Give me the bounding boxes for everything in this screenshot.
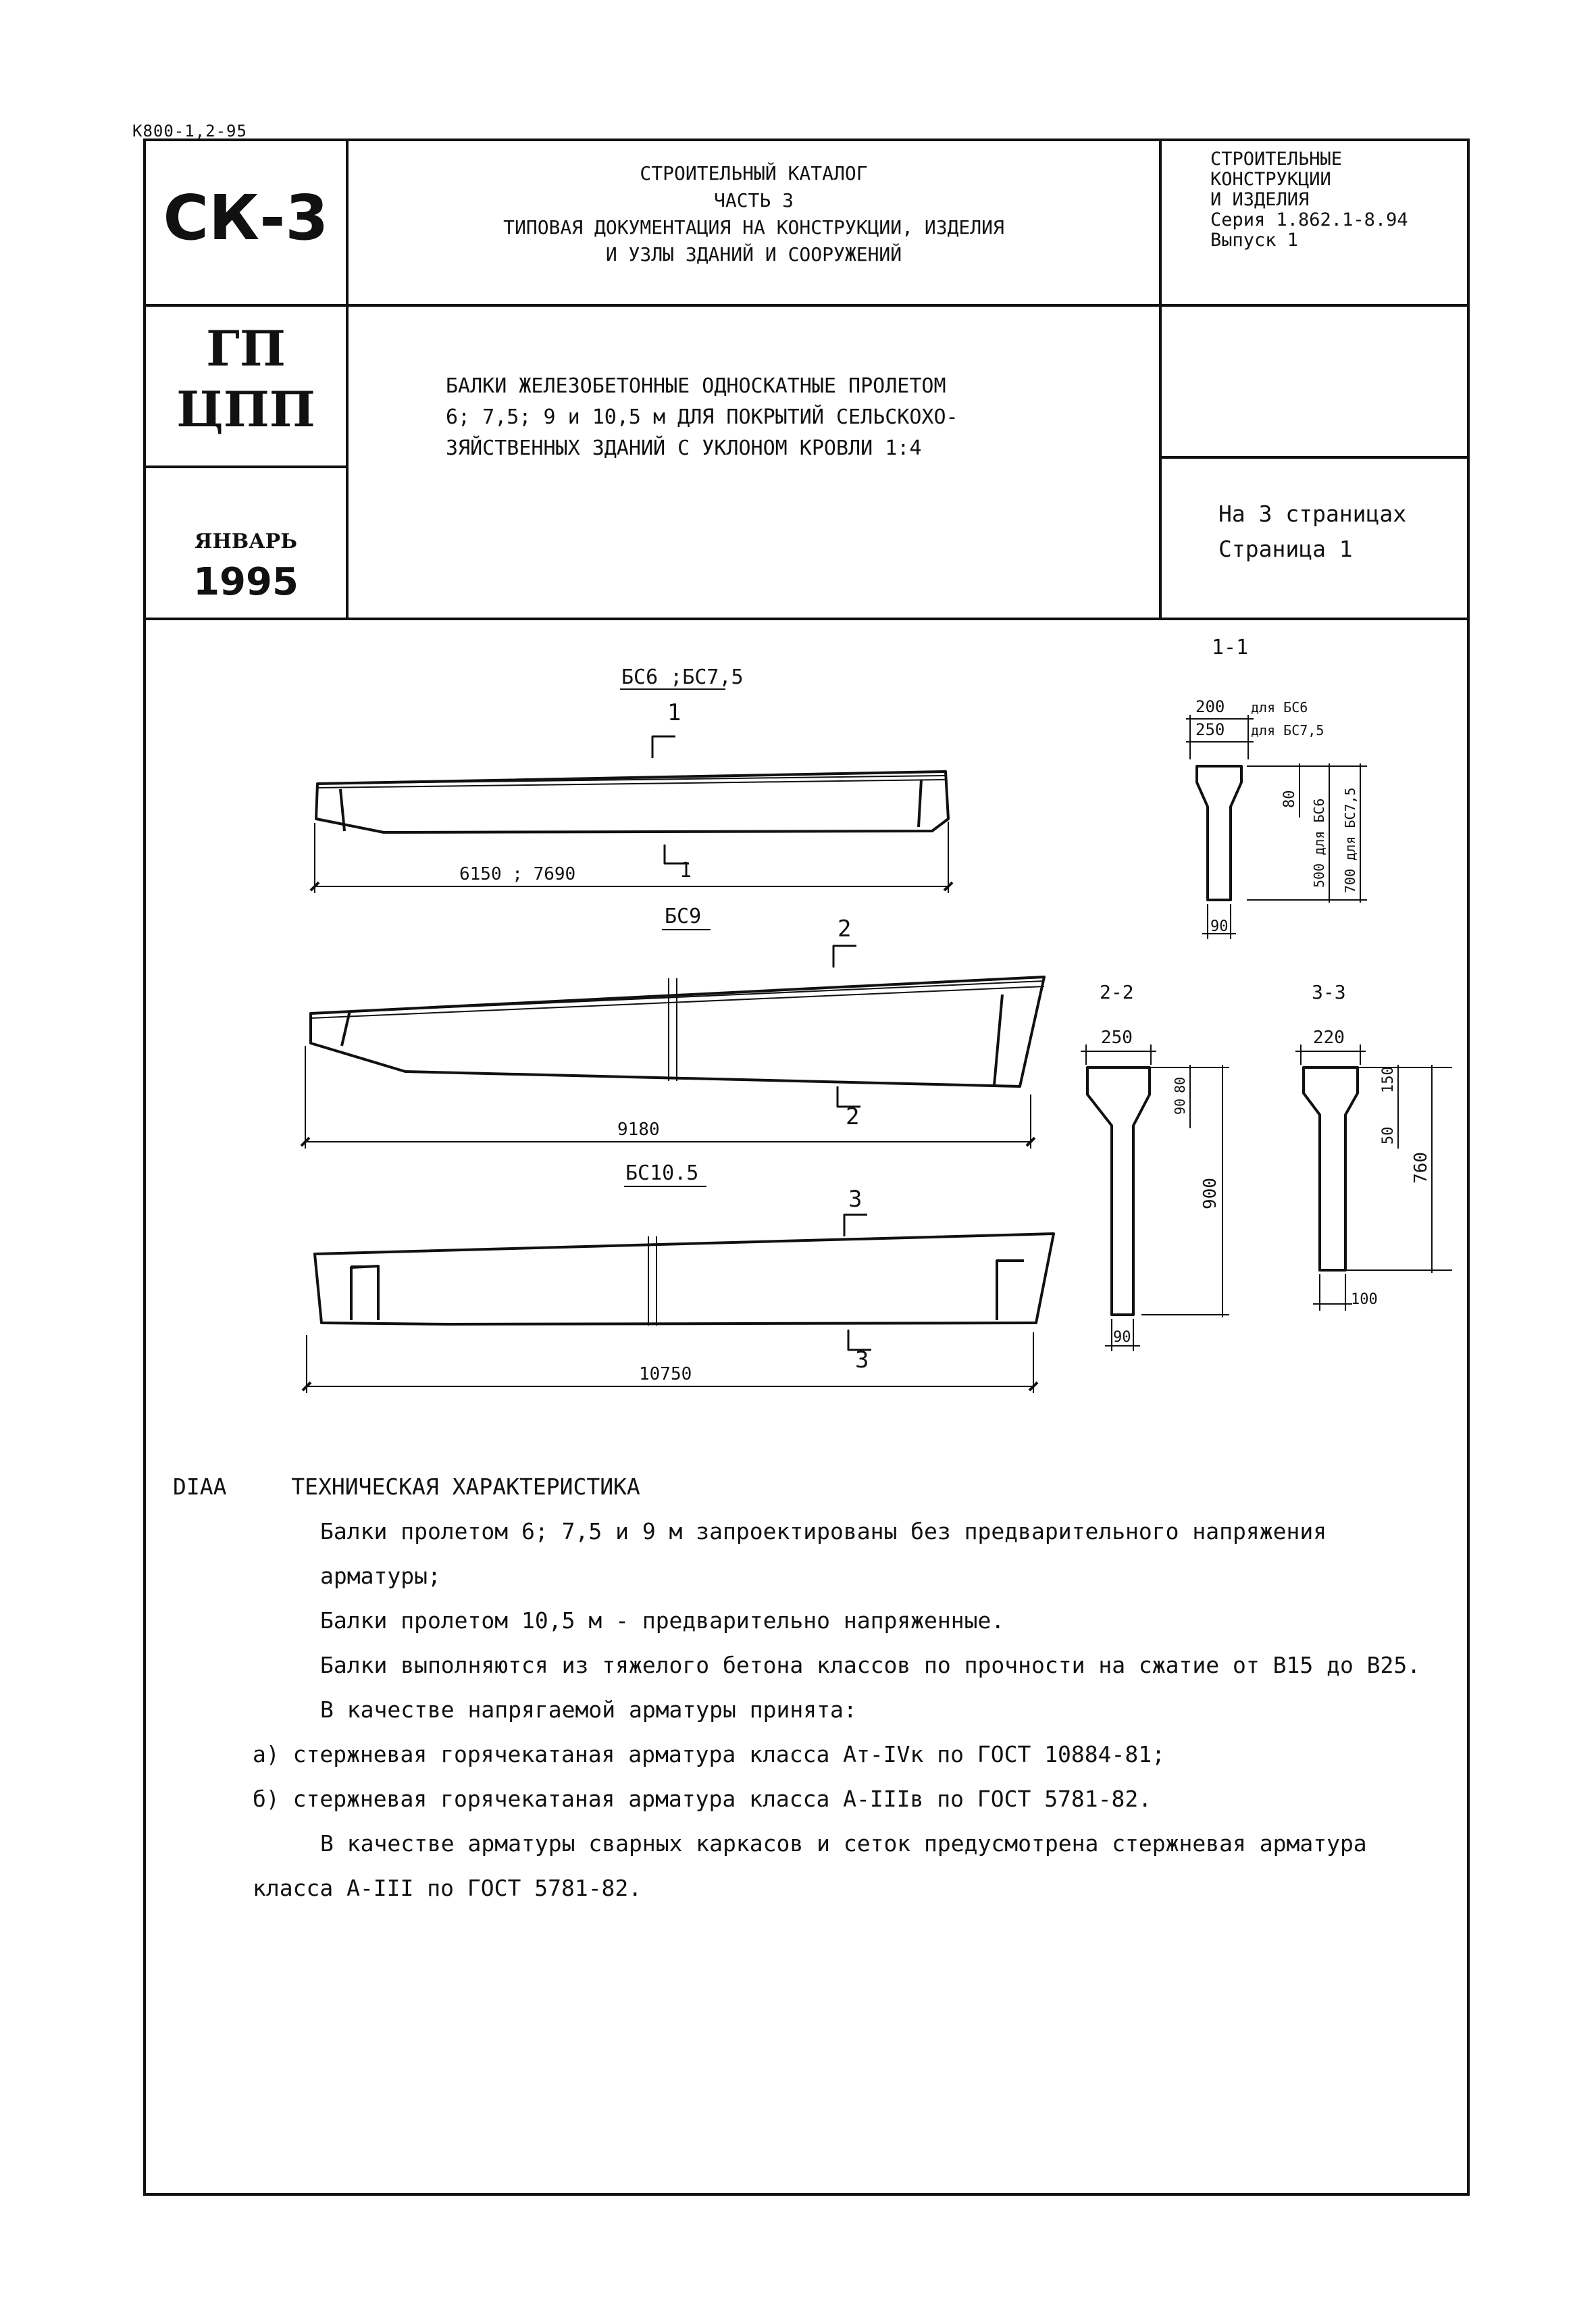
section1-note-bs6: для БС6 bbox=[1251, 699, 1308, 715]
spec-line: а) стержневая горячекатаная арматура класса Ат-IVк по ГОСТ 10884-81; bbox=[253, 1741, 1166, 1767]
section1-title: 1-1 bbox=[1212, 636, 1249, 659]
beam2-label: БС9 bbox=[665, 905, 702, 928]
section3-flange2: 50 bbox=[1380, 1126, 1397, 1145]
issue-year: 1995 bbox=[193, 560, 299, 604]
section3-width: 220 bbox=[1313, 1028, 1345, 1048]
section1-web: 90 bbox=[1210, 918, 1229, 935]
series-number: Серия 1.862.1-8.94 bbox=[1210, 209, 1408, 230]
org-line: ЦПП bbox=[176, 380, 315, 438]
section1-width-bs6: 200 bbox=[1195, 697, 1225, 716]
section-mark-1: 1 bbox=[667, 699, 681, 726]
spec-heading: ТЕХНИЧЕСКАЯ ХАРАКТЕРИСТИКА bbox=[291, 1474, 640, 1500]
beam3-label: БС10.5 bbox=[625, 1161, 699, 1185]
beam-bs6-bs75 bbox=[315, 689, 948, 893]
spec-line: В качестве арматуры сварных каркасов и сеток предусмотрена стержневая арматура bbox=[320, 1830, 1367, 1857]
series-line: КОНСТРУКЦИИ bbox=[1210, 169, 1331, 190]
catalog-line: СТРОИТЕЛЬНЫЙ КАТАЛОГ bbox=[640, 162, 868, 184]
spec-code: DIAA bbox=[173, 1474, 227, 1500]
catalog-line: ТИПОВАЯ ДОКУМЕНТАЦИЯ НА КОНСТРУКЦИИ, ИЗДЕЛИЯ bbox=[503, 216, 1004, 238]
section-mark-1b: 1 bbox=[679, 859, 692, 882]
spec-line: Балки пролетом 10,5 м - предварительно напряженные. bbox=[320, 1607, 1005, 1634]
section1-width-bs75: 250 bbox=[1195, 720, 1225, 739]
spec-line: Балки выполняются из тяжелого бетона классов по прочности на сжатие от В15 до В25. bbox=[320, 1652, 1421, 1678]
section-mark-3b: 3 bbox=[855, 1347, 869, 1374]
spec-line: Балки пролетом 6; 7,5 и 9 м запроектированы без предварительного напряжения bbox=[320, 1518, 1327, 1544]
catalog-line: ЧАСТЬ 3 bbox=[713, 189, 794, 211]
series-line: И ИЗДЕЛИЯ bbox=[1210, 189, 1310, 210]
section3-title: 3-3 bbox=[1312, 981, 1346, 1003]
section2-flange2: 90 bbox=[1172, 1098, 1188, 1115]
beam-bs9 bbox=[305, 930, 1044, 1149]
section3-web: 100 bbox=[1351, 1291, 1378, 1308]
beam2-length: 9180 bbox=[617, 1120, 660, 1140]
section1-height-bs6: 500 для БС6 bbox=[1311, 798, 1327, 888]
section2-title: 2-2 bbox=[1100, 981, 1134, 1003]
section-mark-2: 2 bbox=[838, 915, 852, 942]
technical-specification bbox=[173, 1465, 1456, 1911]
section2-height: 900 bbox=[1200, 1178, 1220, 1209]
page-number: Страница 1 bbox=[1218, 536, 1353, 562]
series-line: СТРОИТЕЛЬНЫЕ bbox=[1210, 149, 1343, 170]
spec-line: класса А-III по ГОСТ 5781-82. bbox=[253, 1875, 642, 1901]
title-line: БАЛКИ ЖЕЛЕЗОБЕТОННЫЕ ОДНОСКАТНЫЕ ПРОЛЕТОМ bbox=[446, 374, 946, 398]
section-1-1 bbox=[1186, 715, 1367, 939]
section1-note-bs75: для БС7,5 bbox=[1251, 722, 1324, 738]
catalog-line: И УЗЛЫ ЗДАНИЙ И СООРУЖЕНИЙ bbox=[605, 243, 902, 266]
org-line: ГП bbox=[206, 320, 286, 377]
beam1-length: 6150 ; 7690 bbox=[459, 864, 576, 884]
beam1-label: БС6 ;БС7,5 bbox=[621, 665, 744, 689]
pages-count: На 3 страницах bbox=[1218, 501, 1407, 527]
catalog-code: СК-3 bbox=[163, 182, 329, 254]
section3-flange: 150 bbox=[1380, 1066, 1397, 1093]
section1-flange: 80 bbox=[1281, 790, 1298, 808]
spec-line: арматуры; bbox=[320, 1563, 441, 1589]
issue-number: Выпуск 1 bbox=[1210, 230, 1299, 251]
section2-flange: 80 bbox=[1172, 1076, 1188, 1093]
section-mark-2b: 2 bbox=[846, 1103, 860, 1130]
section2-web: 90 bbox=[1113, 1329, 1131, 1346]
beam3-length: 10750 bbox=[639, 1364, 692, 1384]
section2-width: 250 bbox=[1101, 1028, 1133, 1048]
title-line: ЗЯЙСТВЕННЫХ ЗДАНИЙ С УКЛОНОМ КРОВЛИ 1:4 bbox=[446, 436, 922, 460]
beam-bs105 bbox=[307, 1186, 1054, 1393]
spec-heading-row bbox=[173, 1465, 1456, 1509]
spec-line: В качестве напрягаемой арматуры принята: bbox=[320, 1696, 857, 1723]
section3-height: 760 bbox=[1411, 1152, 1431, 1184]
document-code: К800-1,2-95 bbox=[132, 122, 247, 141]
section1-height-bs75: 700 для БС7,5 bbox=[1342, 787, 1358, 893]
section-mark-3: 3 bbox=[848, 1186, 863, 1213]
spec-line: б) стержневая горячекатаная арматура класса А-IIIв по ГОСТ 5781-82. bbox=[253, 1786, 1152, 1812]
title-line: 6; 7,5; 9 и 10,5 м ДЛЯ ПОКРЫТИЙ СЕЛЬСКОХО- bbox=[446, 405, 958, 429]
issue-month: ЯНВАРЬ bbox=[195, 530, 297, 553]
